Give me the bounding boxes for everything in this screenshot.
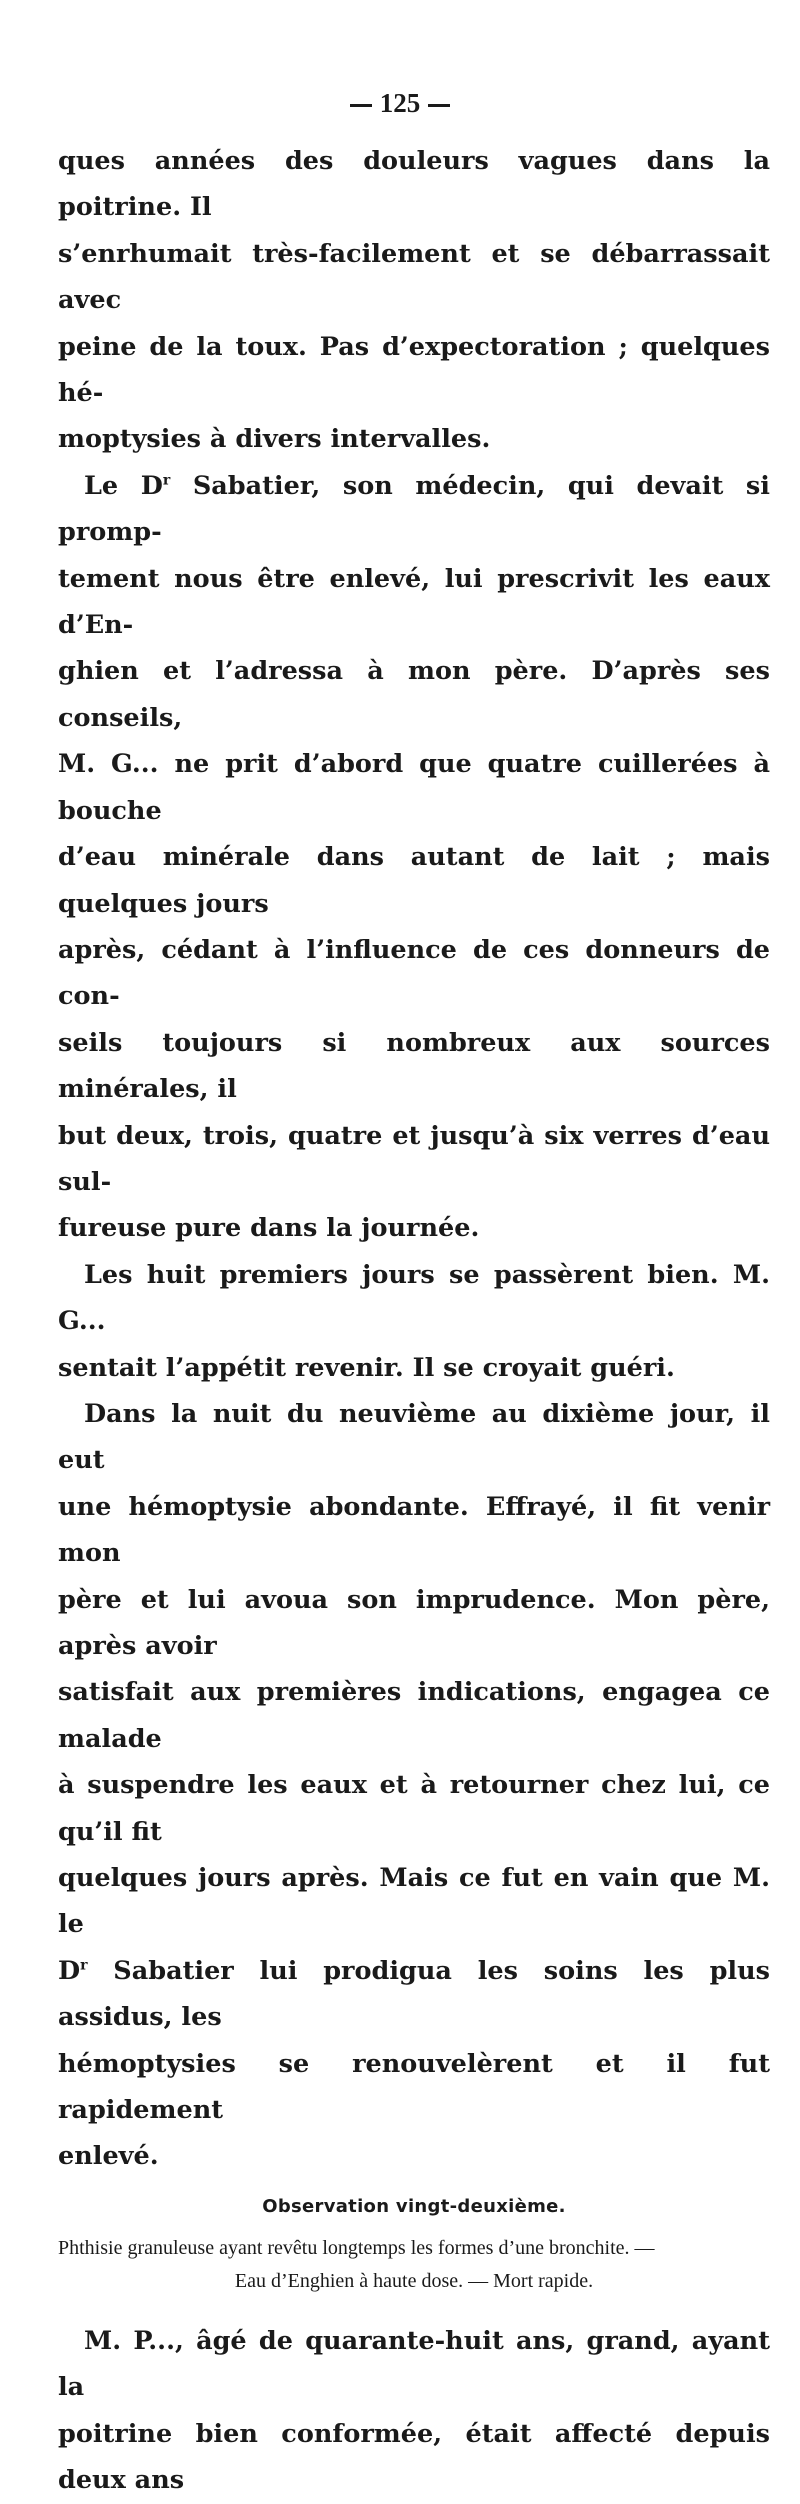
header-dash-left: [350, 104, 372, 107]
text-line: père et lui avoua son imprudence. Mon père, après avoir: [58, 1584, 770, 1661]
paragraph-5: [58, 2318, 770, 2504]
text-line: fureuse pure dans la journée.: [58, 1213, 480, 1244]
text-line: M. P..., âgé de quarante-huit ans, grand, ayant la: [58, 2325, 770, 2403]
text-line: poitrine bien conformée, était affecté depuis deux ans: [58, 2418, 770, 2496]
body-text: [58, 138, 770, 2504]
page-header: [0, 90, 800, 117]
summary-line: Eau d’Enghien à haute dose. — Mort rapide.: [234, 2269, 594, 2292]
text-fragment: Sabatier, son médecin, qui devait si promp-: [58, 470, 770, 548]
text-line: ghien et l’adressa à mon père. D’après ses conseils,: [58, 656, 770, 733]
header-dash-right: [428, 104, 450, 107]
text-line: tement nous être enlevé, lui prescrivit les eaux d’En-: [58, 563, 770, 641]
paragraph-4: [58, 1391, 770, 2180]
text-line: une hémoptysie abondante. Effrayé, il fit venir mon: [58, 1491, 770, 1569]
paragraph-1: [58, 138, 770, 463]
text-line: M. G... ne prit d’abord que quatre cuillerées à bouche: [58, 749, 770, 826]
text-fragment: D: [58, 1955, 81, 1986]
text-line: d’eau minérale dans autant de lait ; mais quelques jours: [58, 842, 770, 919]
summary-line: Phthisie granuleuse ayant revêtu longtemps les formes d’une bronchite. —: [58, 2236, 655, 2259]
text-line: à suspendre les eaux et à retourner chez lui, ce qu’il fit: [58, 1770, 770, 1847]
text-line: après, cédant à l’influence de ces donneurs de con-: [58, 934, 770, 1012]
text-line: Les huit premiers jours se passèrent bien. M. G...: [58, 1259, 770, 1337]
text-line: s’enrhumait très-facilement et se débarrassait avec: [58, 238, 770, 316]
text-fragment: Le D: [84, 470, 163, 501]
text-line: enlevé.: [58, 2141, 159, 2172]
text-fragment: Sabatier lui prodigua les soins les plus assidus, les: [58, 1955, 770, 2033]
text-line: moptysies à divers intervalles.: [58, 424, 491, 455]
text-line: hémoptysies se renouvelèrent et il fut rapidement: [58, 2048, 770, 2126]
text-line: Dans la nuit du neuvième au dixième jour, il eut: [58, 1398, 770, 1476]
text-line: satisfait aux premières indications, engagea ce malade: [58, 1677, 770, 1754]
text-line: peine de la toux. Pas d’expectoration ; quelques hé-: [58, 331, 770, 409]
text-line: quelques jours après. Mais ce fut en vain que M. le: [58, 1863, 770, 1940]
text-line: seils toujours si nombreux aux sources minérales, il: [58, 1027, 770, 1105]
text-line: but deux, trois, quatre et jusqu’à six verres d’eau sul-: [58, 1120, 770, 1197]
text-line: sentait l’appétit revenir. Il se croyait guéri.: [58, 1352, 675, 1383]
text-line: ques années des douleurs vagues dans la poitrine. Il: [58, 146, 770, 223]
paragraph-3: [58, 1252, 770, 1391]
superscript: r: [162, 472, 171, 489]
observation-summary: [58, 2232, 770, 2298]
page-number: 125: [379, 88, 421, 118]
paragraph-2: [58, 463, 770, 1252]
superscript: r: [80, 1957, 88, 1974]
observation-heading: Observation vingt-deuxième.: [262, 2195, 566, 2217]
